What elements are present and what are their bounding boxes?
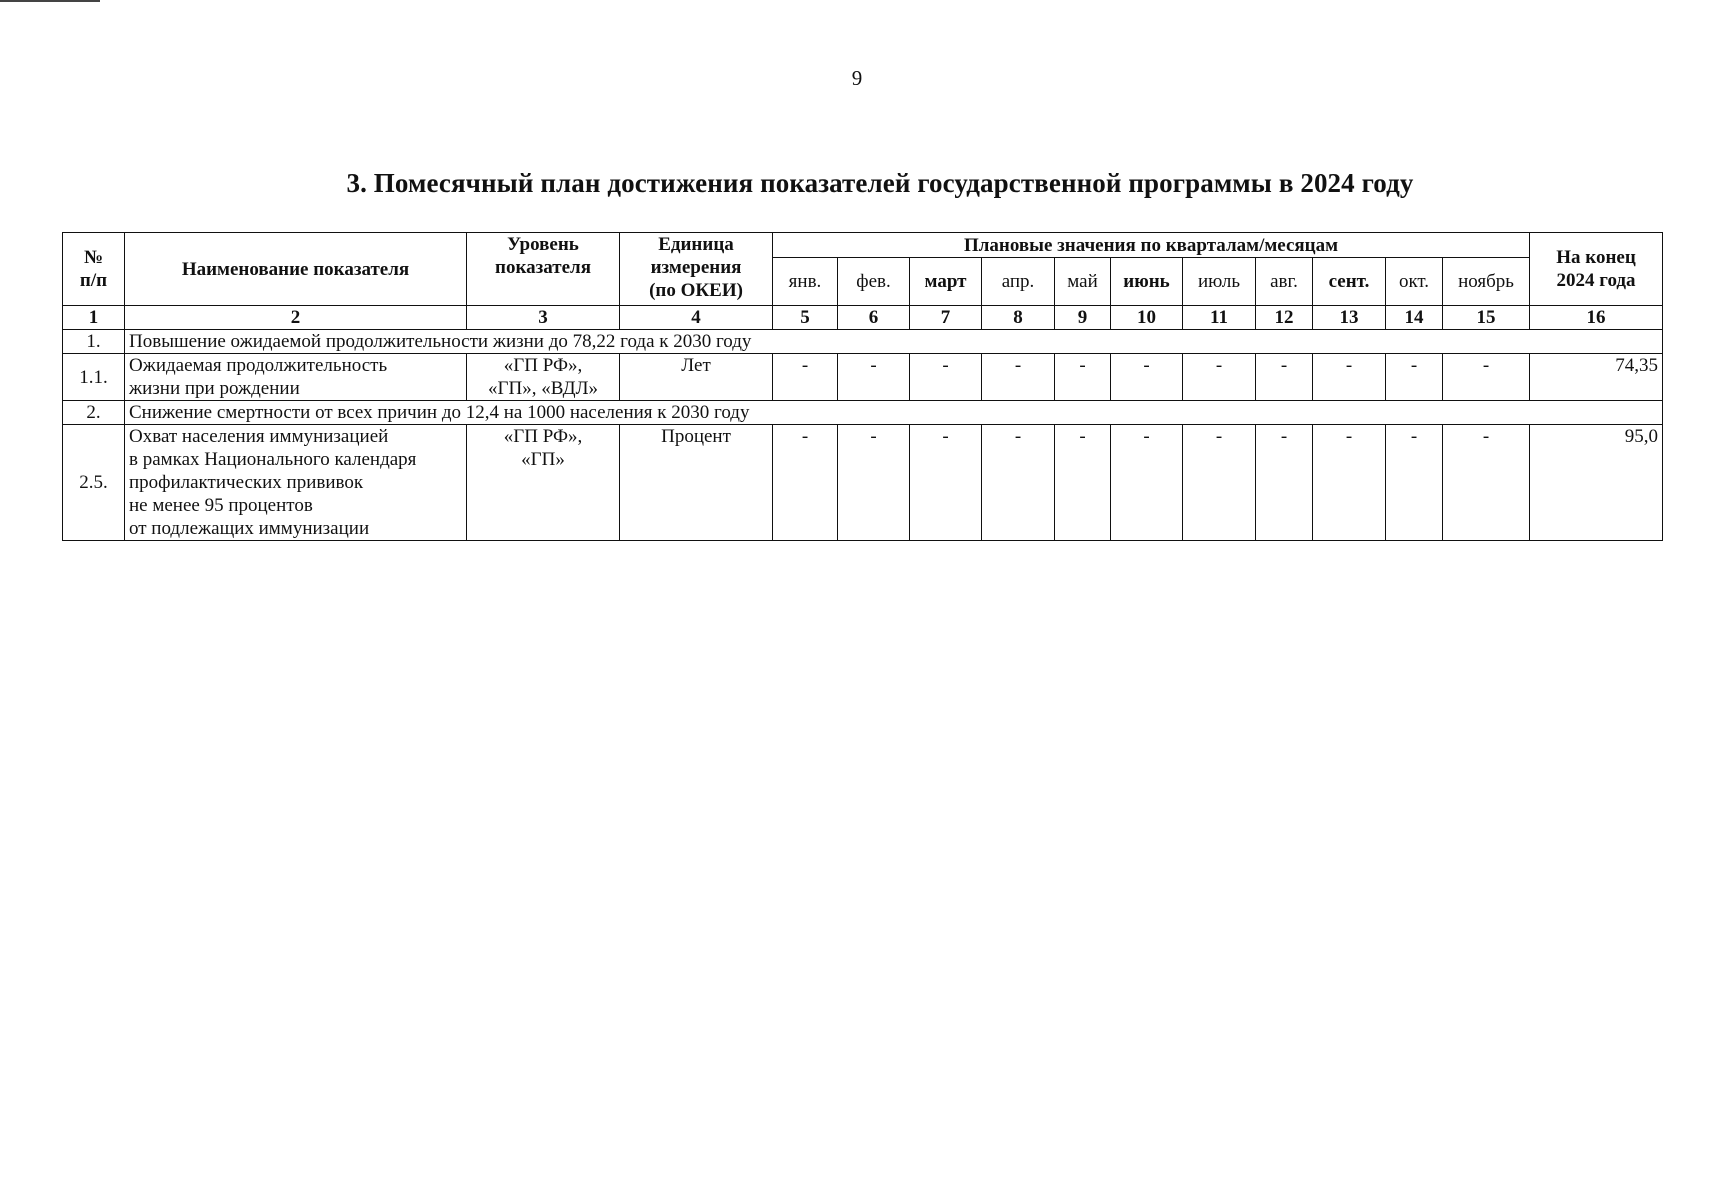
month-value: - bbox=[1386, 425, 1443, 541]
month-value: - bbox=[1055, 425, 1111, 541]
header-level: Уровень показателя bbox=[467, 233, 620, 306]
header-unit: Единица измерения (по ОКЕИ) bbox=[620, 233, 773, 306]
month-value: - bbox=[1443, 425, 1530, 541]
indicator-name-line: Ожидаемая продолжительность bbox=[129, 355, 388, 376]
column-number: 6 bbox=[838, 306, 910, 330]
month-value: - bbox=[773, 354, 838, 401]
month-value: - bbox=[910, 354, 982, 401]
indicator-name-line: от подлежащих иммунизации bbox=[129, 518, 370, 539]
indicator-unit: Процент bbox=[620, 425, 773, 541]
section-num: 2. bbox=[63, 401, 125, 425]
column-number: 13 bbox=[1313, 306, 1386, 330]
column-number: 9 bbox=[1055, 306, 1111, 330]
month-value: - bbox=[982, 354, 1055, 401]
month-value: - bbox=[910, 425, 982, 541]
month-header: ноябрь bbox=[1443, 258, 1530, 306]
indicator-level-line: «ГП РФ», bbox=[503, 426, 583, 447]
indicator-name-line: в рамках Национального календаря bbox=[129, 449, 417, 470]
section-num: 1. bbox=[63, 330, 125, 354]
column-number-row bbox=[63, 306, 1663, 330]
header-num: № п/п bbox=[63, 233, 125, 306]
indicator-unit: Лет bbox=[620, 354, 773, 401]
monthly-plan-table bbox=[62, 232, 1663, 541]
column-number: 7 bbox=[910, 306, 982, 330]
month-value: - bbox=[1111, 425, 1183, 541]
column-number: 2 bbox=[125, 306, 467, 330]
table-row bbox=[63, 425, 1663, 541]
month-header: сент. bbox=[1313, 258, 1386, 306]
header-row bbox=[63, 233, 1663, 258]
indicator-name-line: Охват населения иммунизацией bbox=[129, 426, 389, 447]
month-header: июль bbox=[1183, 258, 1256, 306]
month-header: июнь bbox=[1111, 258, 1183, 306]
month-header: май bbox=[1055, 258, 1111, 306]
month-value: - bbox=[1443, 354, 1530, 401]
header-name: Наименование показателя bbox=[125, 233, 467, 306]
scan-edge-mark bbox=[0, 0, 100, 2]
column-number: 11 bbox=[1183, 306, 1256, 330]
month-value: - bbox=[1256, 354, 1313, 401]
month-value: - bbox=[838, 425, 910, 541]
indicator-name bbox=[125, 425, 467, 541]
month-value: - bbox=[1183, 425, 1256, 541]
month-header: янв. bbox=[773, 258, 838, 306]
column-number: 14 bbox=[1386, 306, 1443, 330]
indicator-name-line: не менее 95 процентов bbox=[129, 495, 313, 516]
month-value: - bbox=[1111, 354, 1183, 401]
column-number: 5 bbox=[773, 306, 838, 330]
month-value: - bbox=[838, 354, 910, 401]
section-title: Снижение смертности от всех причин до 12,4 на 1000 населения к 2030 году bbox=[125, 401, 1663, 425]
column-number: 1 bbox=[63, 306, 125, 330]
month-value: - bbox=[1055, 354, 1111, 401]
month-value: - bbox=[1313, 354, 1386, 401]
column-number: 4 bbox=[620, 306, 773, 330]
indicator-level bbox=[467, 425, 620, 541]
month-value: - bbox=[1313, 425, 1386, 541]
month-header: март bbox=[910, 258, 982, 306]
month-value: - bbox=[773, 425, 838, 541]
column-number: 10 bbox=[1111, 306, 1183, 330]
indicator-name-line: жизни при рождении bbox=[129, 378, 300, 399]
month-header: апр. bbox=[982, 258, 1055, 306]
month-value: - bbox=[1256, 425, 1313, 541]
indicator-level bbox=[467, 354, 620, 401]
month-header: окт. bbox=[1386, 258, 1443, 306]
column-number: 12 bbox=[1256, 306, 1313, 330]
month-value: - bbox=[982, 425, 1055, 541]
column-number: 16 bbox=[1530, 306, 1663, 330]
section-row bbox=[63, 330, 1663, 354]
page-number: 9 bbox=[851, 66, 863, 90]
section-title: Повышение ожидаемой продолжительности жизни до 78,22 года к 2030 году bbox=[125, 330, 1663, 354]
column-number: 15 bbox=[1443, 306, 1530, 330]
end-year-value: 74,35 bbox=[1530, 354, 1663, 401]
month-value: - bbox=[1183, 354, 1256, 401]
document-title: 3. Помесячный план достижения показателей государственной программы в 2024 году bbox=[346, 168, 1414, 198]
end-year-value: 95,0 bbox=[1530, 425, 1663, 541]
header-plan-group: Плановые значения по кварталам/месяцам bbox=[773, 233, 1530, 258]
row-num: 2.5. bbox=[63, 425, 125, 541]
row-num: 1.1. bbox=[63, 354, 125, 401]
month-header: фев. bbox=[838, 258, 910, 306]
indicator-level-line: «ГП», «ВДЛ» bbox=[487, 378, 598, 399]
month-header: авг. bbox=[1256, 258, 1313, 306]
indicator-name bbox=[125, 354, 467, 401]
indicator-level-line: «ГП РФ», bbox=[503, 355, 583, 376]
table-row bbox=[63, 354, 1663, 401]
section-row bbox=[63, 401, 1663, 425]
indicator-level-line: «ГП» bbox=[521, 449, 565, 470]
month-value: - bbox=[1386, 354, 1443, 401]
column-number: 3 bbox=[467, 306, 620, 330]
indicator-name-line: профилактических прививок bbox=[129, 472, 364, 493]
header-end-year: На конец 2024 года bbox=[1530, 233, 1663, 306]
column-number: 8 bbox=[982, 306, 1055, 330]
